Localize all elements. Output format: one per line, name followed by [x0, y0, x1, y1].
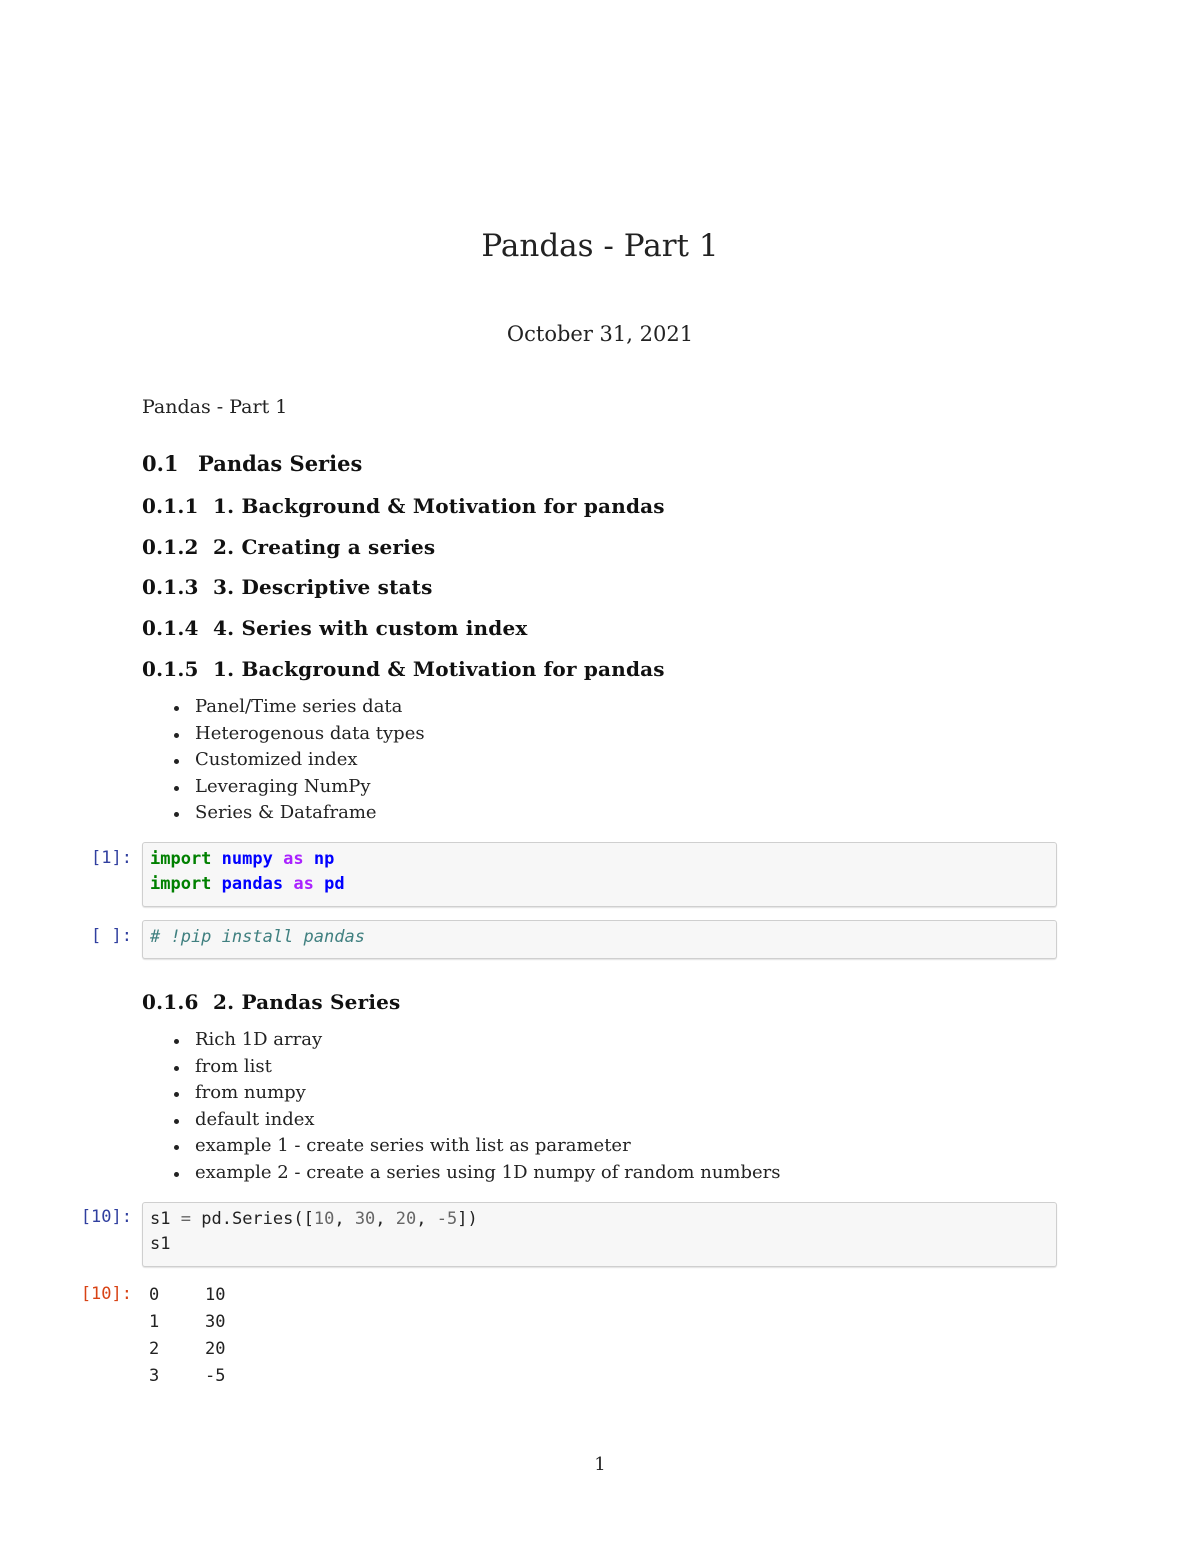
code-line: s1 = pd.Series([10, 30, 20, -5]) [150, 1209, 478, 1229]
row-index: 1 [149, 1312, 160, 1332]
bullet-list [172, 694, 425, 827]
keyword: as [293, 874, 314, 894]
variable: s1 [150, 1209, 171, 1229]
subsection-heading [142, 575, 433, 599]
object-name: pd [201, 1209, 222, 1229]
subsection-title: 2. Pandas Series [213, 990, 401, 1014]
output-area [149, 1282, 225, 1390]
section-number: 0.1 [142, 451, 179, 476]
section-heading [142, 451, 362, 476]
row-index: 2 [149, 1339, 160, 1359]
code-cell[interactable] [142, 842, 1057, 907]
output-row [149, 1282, 225, 1309]
list-item: Customized index [172, 747, 425, 774]
output-prompt: [10]: [80, 1284, 132, 1304]
list-item: Leveraging NumPy [172, 774, 425, 801]
intro-text: Pandas - Part 1 [142, 396, 288, 418]
code-line [150, 872, 1056, 897]
keyword: import [150, 849, 212, 869]
list-item: default index [172, 1107, 781, 1134]
number-literal: 20 [395, 1209, 417, 1229]
list-item: example 1 - create series with list as parameter [172, 1133, 781, 1160]
code-line: s1 [150, 1234, 171, 1254]
subsection-number: 0.1.4 [142, 616, 199, 640]
list-item: from list [172, 1054, 781, 1081]
row-value: 10 [205, 1285, 226, 1305]
subsection-heading [142, 990, 401, 1014]
module-alias: np [313, 849, 335, 869]
input-prompt: [1]: [91, 848, 132, 868]
subsection-title: 1. Background & Motivation for pandas [213, 494, 665, 518]
subsection-heading [142, 657, 665, 681]
list-item: from numpy [172, 1080, 781, 1107]
subsection-title: 4. Series with custom index [213, 616, 528, 640]
closing-bracket: ]) [457, 1209, 478, 1229]
subsection-title: 2. Creating a series [213, 535, 436, 559]
list-item: Panel/Time series data [172, 694, 425, 721]
number-literal: 10 [313, 1209, 335, 1229]
subsection-title: 3. Descriptive stats [213, 575, 433, 599]
page-number: 1 [594, 1454, 606, 1475]
subsection-title: 1. Background & Motivation for pandas [213, 657, 665, 681]
subsection-heading [142, 494, 665, 518]
code-cell[interactable] [142, 920, 1057, 959]
list-item: Heterogenous data types [172, 721, 425, 748]
document-date: October 31, 2021 [506, 322, 694, 346]
list-item: Series & Dataframe [172, 800, 425, 827]
document-title: Pandas - Part 1 [481, 228, 719, 264]
input-prompt: [ ]: [91, 926, 132, 946]
row-index: 0 [149, 1285, 160, 1305]
subsection-heading [142, 535, 435, 559]
input-prompt: [10]: [80, 1207, 132, 1227]
code-comment: # !pip install pandas [150, 927, 365, 947]
module-name: pandas [221, 874, 284, 894]
output-row [149, 1363, 225, 1390]
row-value: 30 [205, 1312, 226, 1332]
keyword: import [150, 874, 212, 894]
code-line [150, 847, 1056, 872]
row-index: 3 [149, 1366, 160, 1386]
number-literal: -5 [436, 1209, 458, 1229]
module-alias: pd [324, 874, 345, 894]
subsection-number: 0.1.6 [142, 990, 199, 1014]
subsection-number: 0.1.3 [142, 575, 199, 599]
list-item: Rich 1D array [172, 1027, 781, 1054]
subsection-number: 0.1.1 [142, 494, 199, 518]
number-literal: 30 [354, 1209, 376, 1229]
row-value: -5 [205, 1366, 226, 1386]
output-row [149, 1336, 225, 1363]
subsection-heading [142, 616, 528, 640]
list-item: example 2 - create a series using 1D numpy of random numbers [172, 1160, 781, 1187]
section-title: Pandas Series [198, 451, 363, 476]
module-name: numpy [221, 849, 273, 869]
code-cell[interactable] [142, 1202, 1057, 1267]
method-call: .Series([ [221, 1209, 314, 1229]
bullet-list [172, 1027, 781, 1186]
row-value: 20 [205, 1339, 226, 1359]
subsection-number: 0.1.2 [142, 535, 199, 559]
operator: = [180, 1209, 191, 1229]
subsection-number: 0.1.5 [142, 657, 199, 681]
keyword: as [283, 849, 304, 869]
output-row [149, 1309, 225, 1336]
